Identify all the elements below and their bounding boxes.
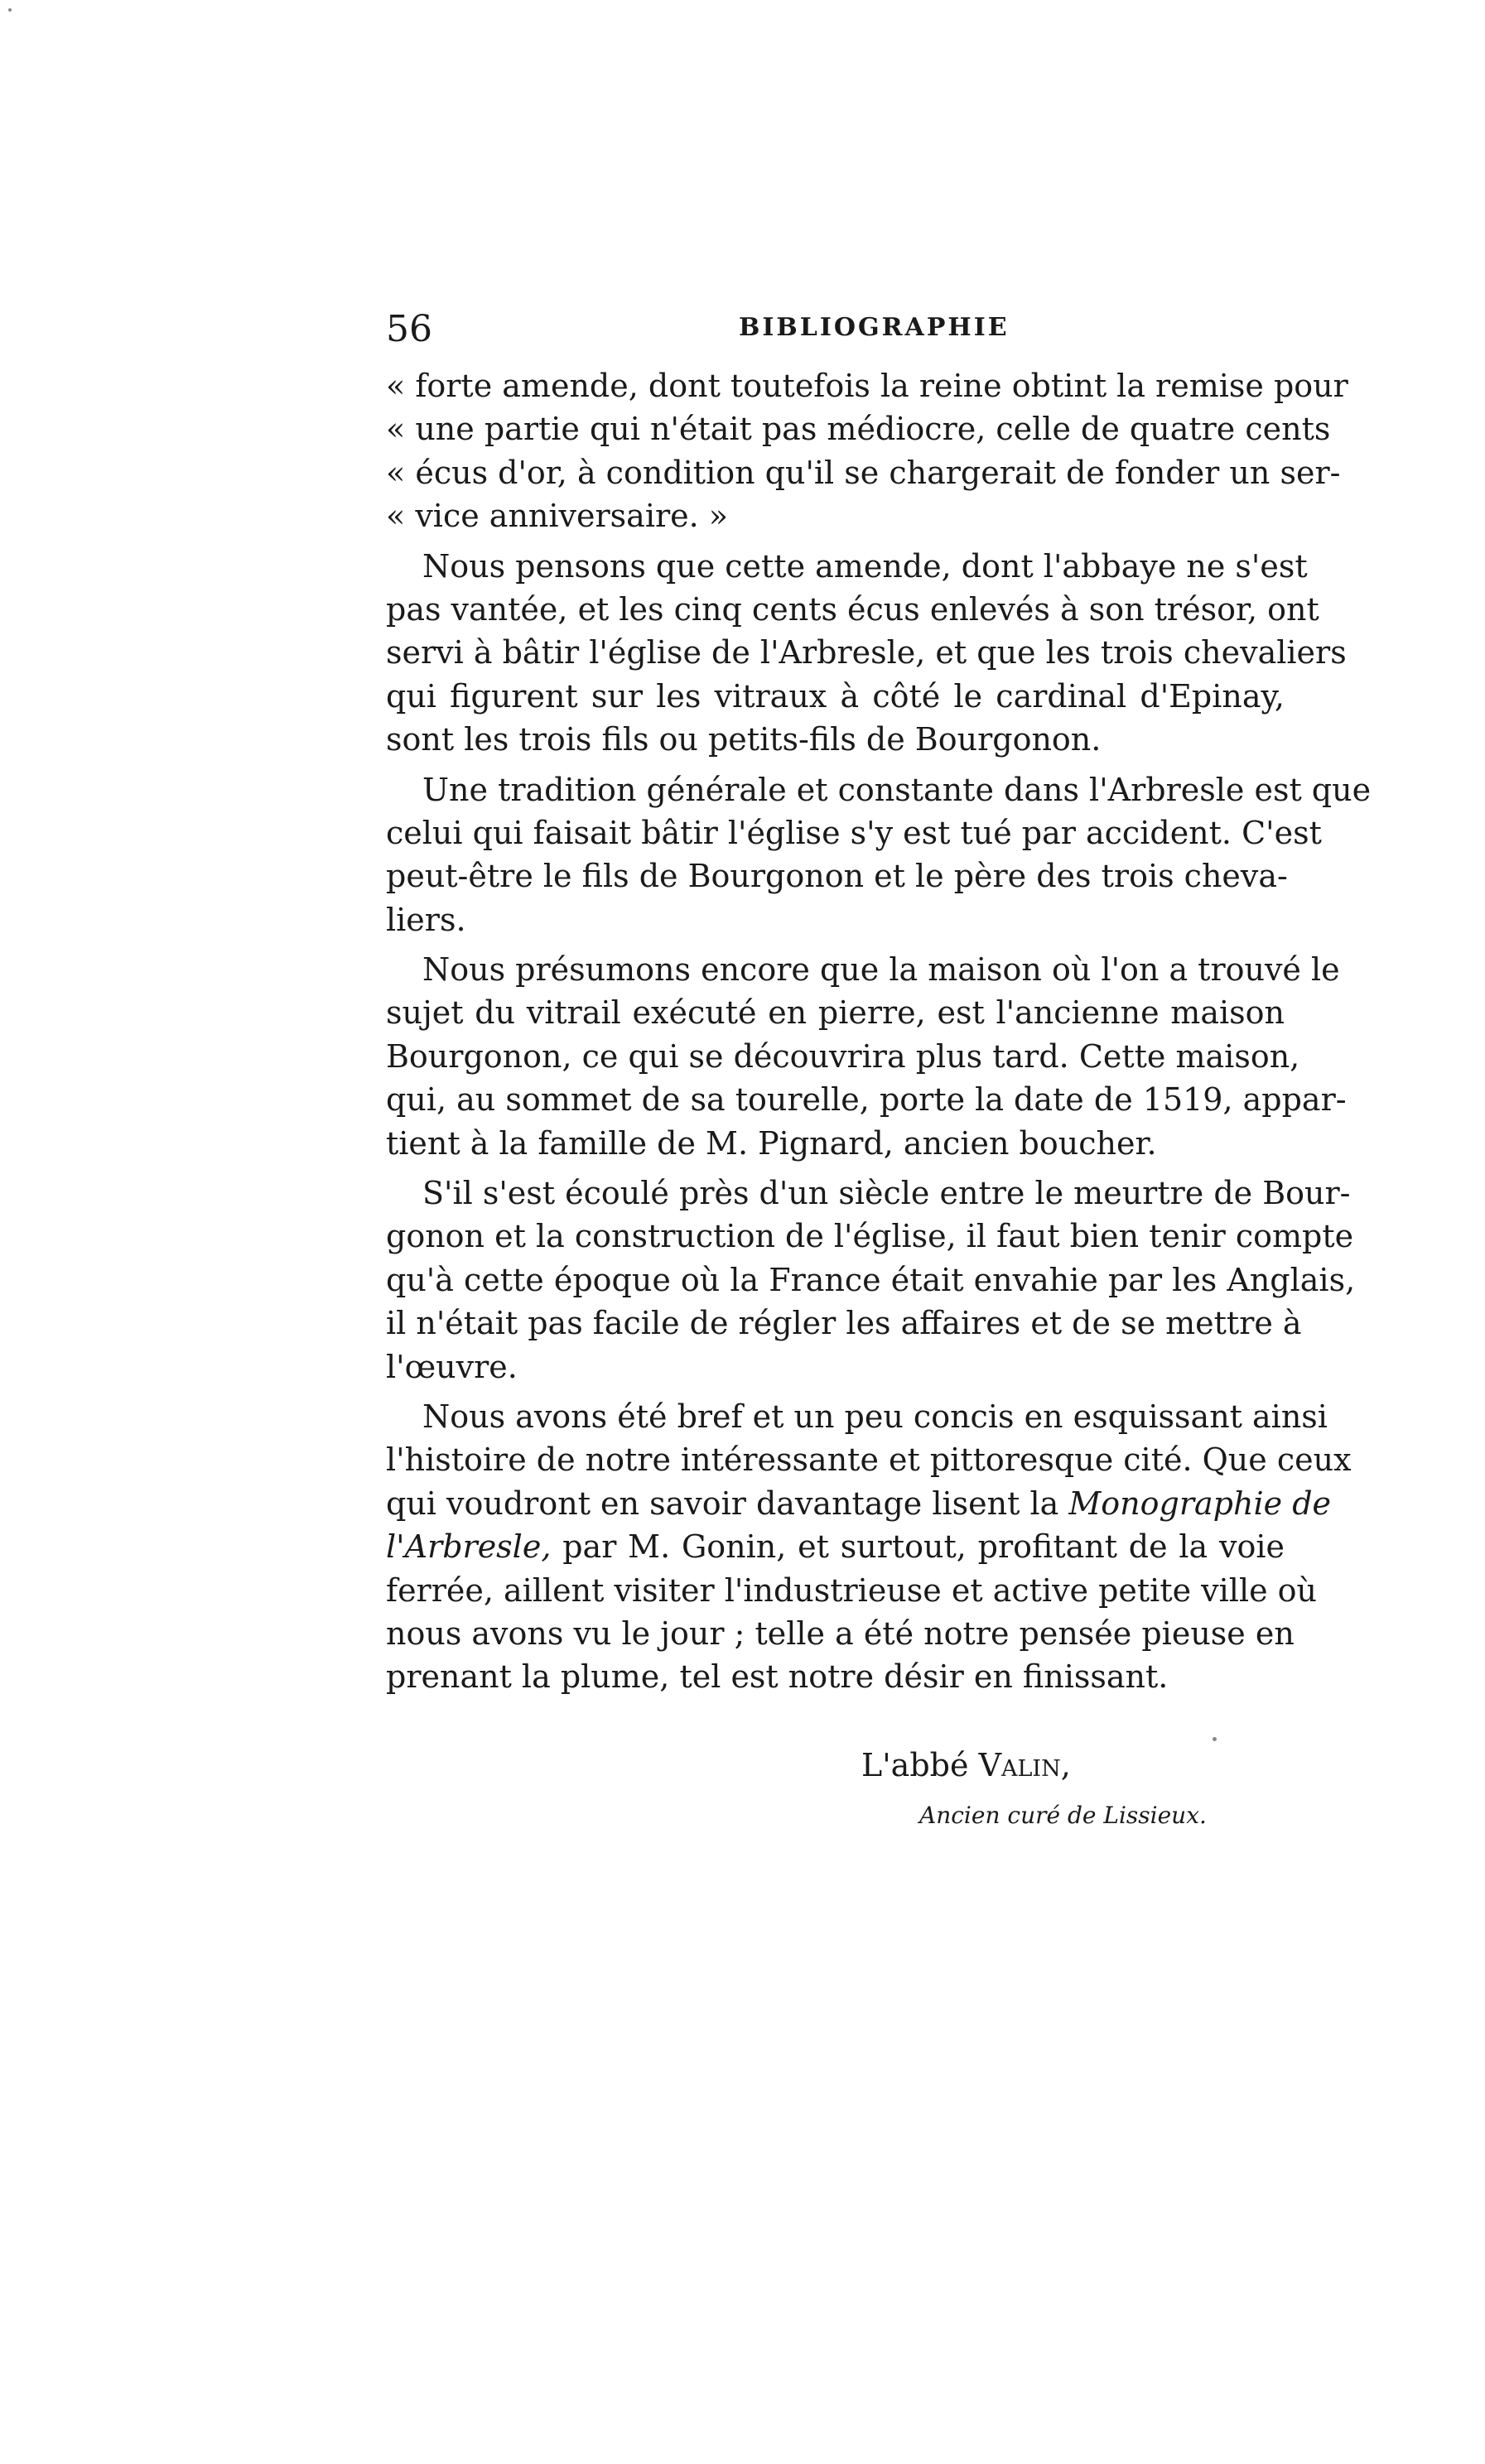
text-line: l'histoire de notre intéressante et pittoresque cité. Que ceux [386, 1441, 1352, 1479]
signature-affiliation: Ancien curé de Lissieux. [919, 1802, 1207, 1829]
paragraph [386, 1395, 1352, 1699]
paragraph-gap [386, 941, 1285, 948]
paragraph [386, 1172, 1356, 1388]
paragraph-gap [386, 538, 1285, 545]
paragraph-gap [386, 1165, 1285, 1172]
body-text [386, 364, 1372, 1699]
paragraph-gap [386, 1388, 1285, 1395]
text-line: servi à bâtir l'église de l'Arbresle, et que les trois chevaliers [386, 634, 1347, 671]
text-line: « une partie qui n'était pas médiocre, celle de quatre cents [386, 411, 1331, 448]
text-line: gonon et la construction de l'église, il faut bien tenir compte [386, 1218, 1354, 1255]
text-line: ferrée, aillent visiter l'industrieuse et active petite ville où [386, 1571, 1318, 1609]
paragraph [386, 545, 1347, 762]
text-line: Nous pensons que cette amende, dont l'abbaye ne s'est [422, 547, 1308, 585]
page-number: 56 [386, 308, 432, 350]
signature-suffix: , [1060, 1747, 1071, 1783]
text-line: il n'était pas facile de régler les affaires et de se mettre à [386, 1305, 1302, 1342]
text-line: « forte amende, dont toutefois la reine obtint la remise pour [386, 368, 1348, 404]
text-line: pas vantée, et les cinq cents écus enlevés à son trésor, ont [386, 590, 1319, 628]
text-line: qui figurent sur les vitraux à côté le cardinal d'Epinay, [386, 677, 1285, 715]
text-line: qui, au sommet de sa tourelle, porte la date de 1519, appar- [386, 1081, 1347, 1119]
page-header [386, 308, 1297, 358]
text-line: l'Arbresle, par M. Gonin, et surtout, profitant de la voie [386, 1528, 1285, 1566]
signature [861, 1747, 1071, 1783]
text-line: peut-être le fils de Bourgonon et le père des trois cheva- [386, 858, 1288, 895]
paragraph [386, 364, 1348, 538]
text-line: Nous avons été bref et un peu concis en esquissant ainsi [422, 1398, 1328, 1435]
signature-name: Valin [978, 1747, 1061, 1783]
text-line: Bourgonon, ce qui se découvrira plus tard. Cette maison, [386, 1037, 1300, 1075]
paragraph [386, 948, 1347, 1165]
running-title: BIBLIOGRAPHIE [739, 313, 1010, 342]
text-line: liers. [386, 901, 466, 938]
text-line: sont les trois fils ou petits-fils de Bourgonon. [386, 721, 1102, 758]
text-line: celui qui faisait bâtir l'église s'y est tué par accident. C'est [386, 814, 1322, 851]
text-line: S'il s'est écoulé près d'un siècle entre le meurtre de Bour- [422, 1175, 1351, 1212]
text-line: qu'à cette époque où la France était envahie par les Anglais, [386, 1261, 1356, 1298]
text-line: l'œuvre. [386, 1348, 518, 1385]
text-line: « écus d'or, à condition qu'il se chargerait de fonder un ser- [386, 454, 1341, 491]
scan-speck [8, 8, 12, 12]
paragraph [386, 768, 1372, 942]
text-line: prenant la plume, tel est notre désir en finissant. [386, 1658, 1169, 1696]
paragraph-gap [386, 762, 1285, 768]
text-line: tient à la famille de M. Pignard, ancien boucher. [386, 1124, 1157, 1162]
text-line: sujet du vitrail exécuté en pierre, est l'ancienne maison [386, 994, 1285, 1032]
text-line: Nous présumons encore que la maison où l'on a trouvé le [422, 951, 1340, 989]
signature-prefix: L'abbé [861, 1747, 979, 1783]
text-line: Une tradition générale et constante dans l'Arbresle est que [422, 771, 1372, 808]
text-line: « vice anniversaire. » [386, 498, 729, 535]
text-line: nous avons vu le jour ; telle a été notre pensée pieuse en [386, 1615, 1295, 1652]
text-line: qui voudront en savoir davantage lisent la Monographie de [386, 1485, 1332, 1522]
scan-speck [1213, 1737, 1217, 1741]
